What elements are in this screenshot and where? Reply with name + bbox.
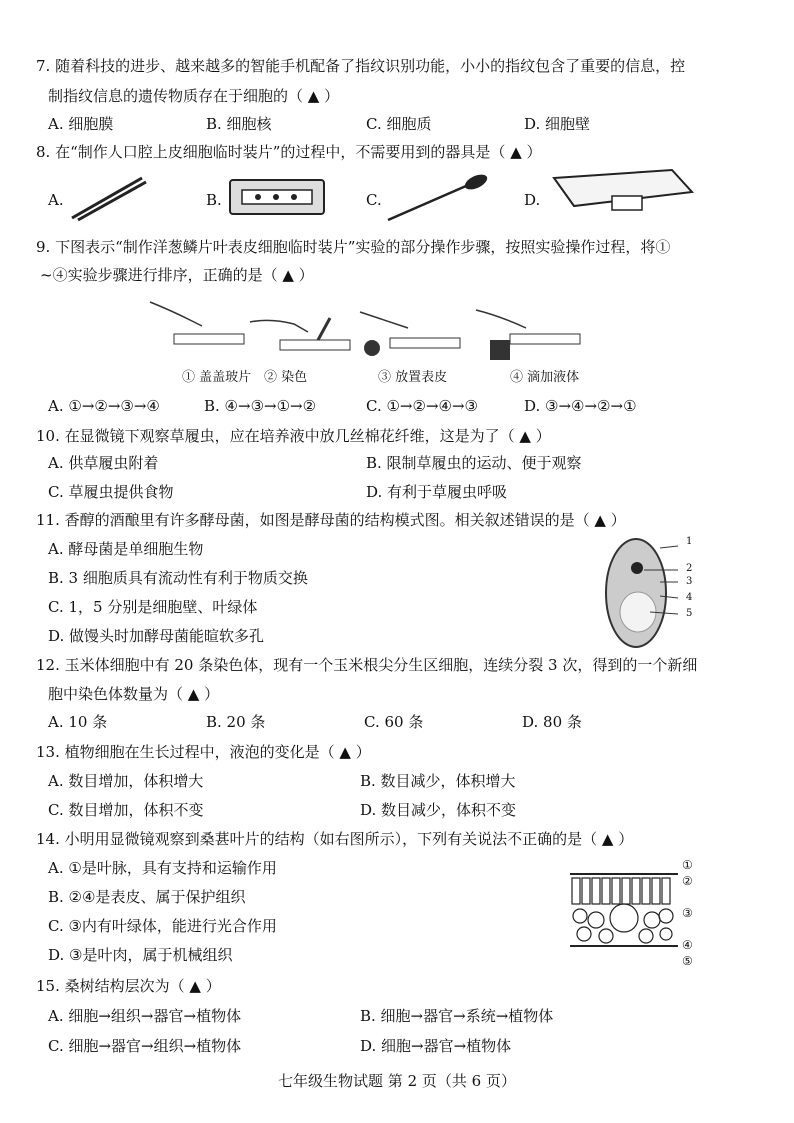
- q11-option-c: C. 1，5 分别是细胞壁、叶绿体: [48, 598, 258, 616]
- razor-blade-image: [228, 176, 328, 220]
- yeast-label-1: 1: [686, 536, 693, 547]
- yeast-cell-figure: [600, 534, 680, 652]
- leaf-structure-figure: [566, 858, 682, 966]
- q11-option-b: B. 3 细胞质具有流动性有利于物质交换: [48, 569, 308, 587]
- q9-caption-4: ④ 滴加液体: [510, 370, 580, 385]
- q7-stem-line2: 制指纹信息的遗传物质存在于细胞的（ ▲ ）: [48, 87, 340, 105]
- leaf-label-5: ⑤: [682, 954, 693, 968]
- q10-option-b: B. 限制草履虫的运动、便于观察: [366, 454, 582, 472]
- q9-caption-3: ③ 放置表皮: [378, 370, 448, 385]
- q7-stem-line1: 7. 随着科技的进步、越来越多的智能手机配备了指纹识别功能，小小的指纹包含了重要的信息，控: [36, 57, 686, 75]
- q15-option-b: B. 细胞→器官→系统→植物体: [360, 1007, 554, 1025]
- yeast-label-3: 3: [686, 576, 693, 587]
- leaf-label-1: ①: [682, 858, 693, 872]
- leaf-label-3: ③: [682, 906, 693, 920]
- q14-option-c: C. ③内有叶绿体，能进行光合作用: [48, 917, 277, 935]
- q13-option-c: C. 数目增加，体积不变: [48, 801, 204, 819]
- q12-option-b: B. 20 条: [206, 713, 266, 731]
- q14-stem: 14. 小明用显微镜观察到桑葚叶片的结构（如右图所示），下列有关说法不正确的是（ ▲ ）: [36, 830, 634, 848]
- q8-option-b: B.: [206, 191, 222, 209]
- leaf-label-4: ④: [682, 938, 693, 952]
- q12-option-a: A. 10 条: [48, 713, 108, 731]
- yeast-label-5: 5: [686, 608, 693, 619]
- q9-caption-1: ① 盖盖玻片: [182, 370, 252, 385]
- q15-option-c: C. 细胞→器官→组织→植物体: [48, 1037, 242, 1055]
- q15-option-a: A. 细胞→组织→器官→植物体: [48, 1007, 242, 1025]
- q10-option-d: D. 有利于草履虫呼吸: [366, 483, 508, 501]
- q9-option-c: C. ①→②→④→③: [366, 397, 478, 415]
- q11-option-a: A. 酵母菌是单细胞生物: [48, 540, 204, 558]
- q12-stem-line1: 12. 玉米体细胞中有 20 条染色体，现有一个玉米根尖分生区细胞，连续分裂 3 次，得到的一个新细: [36, 656, 698, 674]
- q9-option-b: B. ④→③→①→②: [204, 397, 317, 415]
- q10-option-a: A. 供草履虫附着: [48, 454, 159, 472]
- q7-option-d: D. 细胞壁: [524, 115, 591, 133]
- q8-option-c: C.: [366, 191, 382, 209]
- q15-option-d: D. 细胞→器官→植物体: [360, 1037, 512, 1055]
- yeast-label-4: 4: [686, 592, 693, 603]
- q9-stem-line1: 9. 下图表示“制作洋葱鳞片叶表皮细胞临时装片”实验的部分操作步骤，按照实验操作过程，将①: [36, 238, 671, 256]
- q15-stem: 15. 桑树结构层次为（ ▲ ）: [36, 977, 221, 995]
- q11-option-d: D. 做馒头时加酵母菌能暄软多孔: [48, 627, 265, 645]
- q13-stem: 13. 植物细胞在生长过程中，液泡的变化是（ ▲ ）: [36, 743, 371, 761]
- q13-option-d: D. 数目减少，体积不变: [360, 801, 517, 819]
- q9-stem-line2: ~④实验步骤进行排序，正确的是（ ▲ ）: [40, 266, 314, 284]
- q9-option-d: D. ③→④→②→①: [524, 397, 637, 415]
- q14-option-a: A. ①是叶脉，具有支持和运输作用: [48, 859, 277, 877]
- q10-option-c: C. 草履虫提供食物: [48, 483, 174, 501]
- q10-stem: 10. 在显微镜下观察草履虫，应在培养液中放几丝棉花纤维，这是为了（ ▲ ）: [36, 427, 551, 445]
- q8-option-a: A.: [48, 191, 64, 209]
- q7-option-b: B. 细胞核: [206, 115, 272, 133]
- q11-stem: 11. 香醇的酒酿里有许多酵母菌，如图是酵母菌的结构模式图。相关叙述错误的是（ ▲ ）: [36, 511, 626, 529]
- q14-option-d: D. ③是叶肉，属于机械组织: [48, 946, 233, 964]
- q9-caption-2: ② 染色: [264, 370, 308, 385]
- leaf-label-2: ②: [682, 874, 693, 888]
- experiment-steps-figure: [140, 292, 590, 368]
- page-footer: 七年级生物试题 第 2 页（共 6 页）: [278, 1072, 516, 1090]
- q13-option-a: A. 数目增加，体积增大: [48, 772, 204, 790]
- dropper-image: [384, 172, 494, 224]
- q12-stem-line2: 胞中染色体数量为（ ▲ ）: [48, 685, 220, 703]
- glass-slide-image: [548, 166, 698, 224]
- q14-option-b: B. ②④是表皮、属于保护组织: [48, 888, 246, 906]
- tweezers-image: [70, 172, 150, 222]
- q12-option-d: D. 80 条: [522, 713, 582, 731]
- q8-stem: 8. 在“制作人口腔上皮细胞临时装片”的过程中，不需要用到的器具是（ ▲ ）: [36, 143, 542, 161]
- q7-option-a: A. 细胞膜: [48, 115, 114, 133]
- q8-option-d: D.: [524, 191, 541, 209]
- q9-option-a: A. ①→②→③→④: [48, 397, 160, 415]
- q13-option-b: B. 数目减少，体积增大: [360, 772, 516, 790]
- q12-option-c: C. 60 条: [364, 713, 424, 731]
- q7-option-c: C. 细胞质: [366, 115, 432, 133]
- yeast-label-2: 2: [686, 563, 693, 574]
